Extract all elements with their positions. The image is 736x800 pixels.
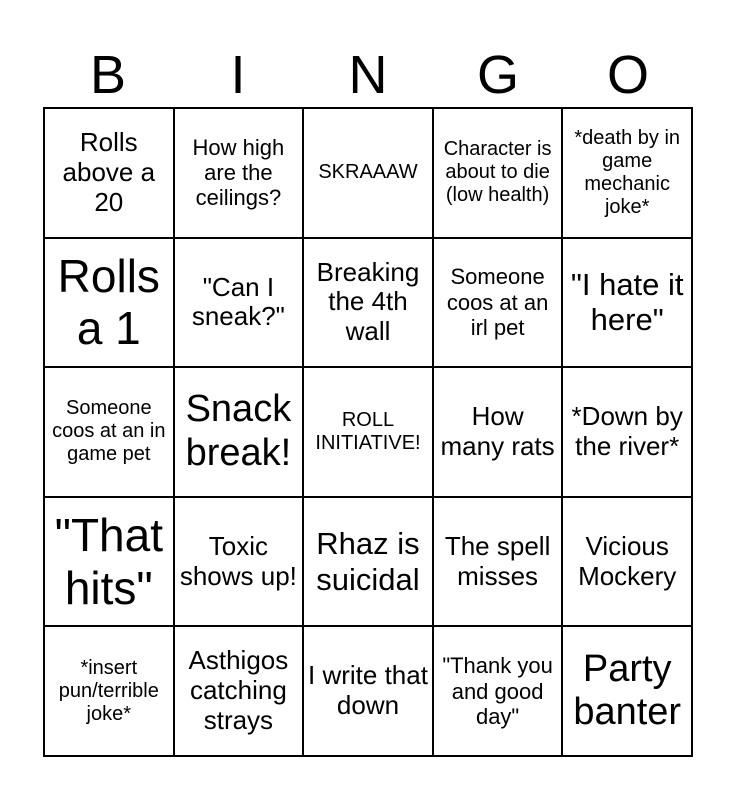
bingo-cell[interactable]: The spell misses xyxy=(433,497,563,627)
bingo-cell[interactable]: Someone coos at an irl pet xyxy=(433,238,563,368)
bingo-cell[interactable]: Someone coos at an in game pet xyxy=(44,367,174,497)
bingo-cell[interactable]: Rolls a 1 xyxy=(44,238,174,368)
bingo-cell[interactable]: Snack break! xyxy=(174,367,304,497)
bingo-cell[interactable]: Rolls above a 20 xyxy=(44,108,174,238)
header-letter-b: B xyxy=(89,45,127,105)
header-letter-g: G xyxy=(476,45,519,105)
bingo-cell[interactable]: ROLL INITIATIVE! xyxy=(303,367,433,497)
bingo-cell[interactable]: Character is about to die (low health) xyxy=(433,108,563,238)
bingo-cell[interactable]: How high are the ceilings? xyxy=(174,108,304,238)
bingo-cell[interactable]: *death by in game mechanic joke* xyxy=(562,108,692,238)
bingo-board xyxy=(43,107,693,757)
bingo-cell[interactable]: I write that down xyxy=(303,626,433,756)
bingo-cell[interactable]: Breaking the 4th wall xyxy=(303,238,433,368)
bingo-cell[interactable]: Vicious Mockery xyxy=(562,497,692,627)
bingo-cell[interactable]: "That hits" xyxy=(44,497,174,627)
bingo-cell[interactable]: *insert pun/terrible joke* xyxy=(44,626,174,756)
bingo-cell[interactable]: Asthigos catching strays xyxy=(174,626,304,756)
bingo-cell[interactable]: Toxic shows up! xyxy=(174,497,304,627)
header-letter-n: N xyxy=(348,45,388,105)
bingo-cell[interactable]: SKRAAAW xyxy=(303,108,433,238)
bingo-cell[interactable]: "Can I sneak?" xyxy=(174,238,304,368)
bingo-header xyxy=(43,42,693,108)
bingo-cell[interactable]: "I hate it here" xyxy=(562,238,692,368)
header-letter-i: I xyxy=(230,45,246,105)
bingo-cell[interactable]: *Down by the river* xyxy=(562,367,692,497)
bingo-cell[interactable]: Rhaz is suicidal xyxy=(303,497,433,627)
bingo-cell[interactable]: How many rats xyxy=(433,367,563,497)
header-letter-o: O xyxy=(606,45,649,105)
bingo-cell[interactable]: Party banter xyxy=(562,626,692,756)
bingo-cell[interactable]: "Thank you and good day" xyxy=(433,626,563,756)
